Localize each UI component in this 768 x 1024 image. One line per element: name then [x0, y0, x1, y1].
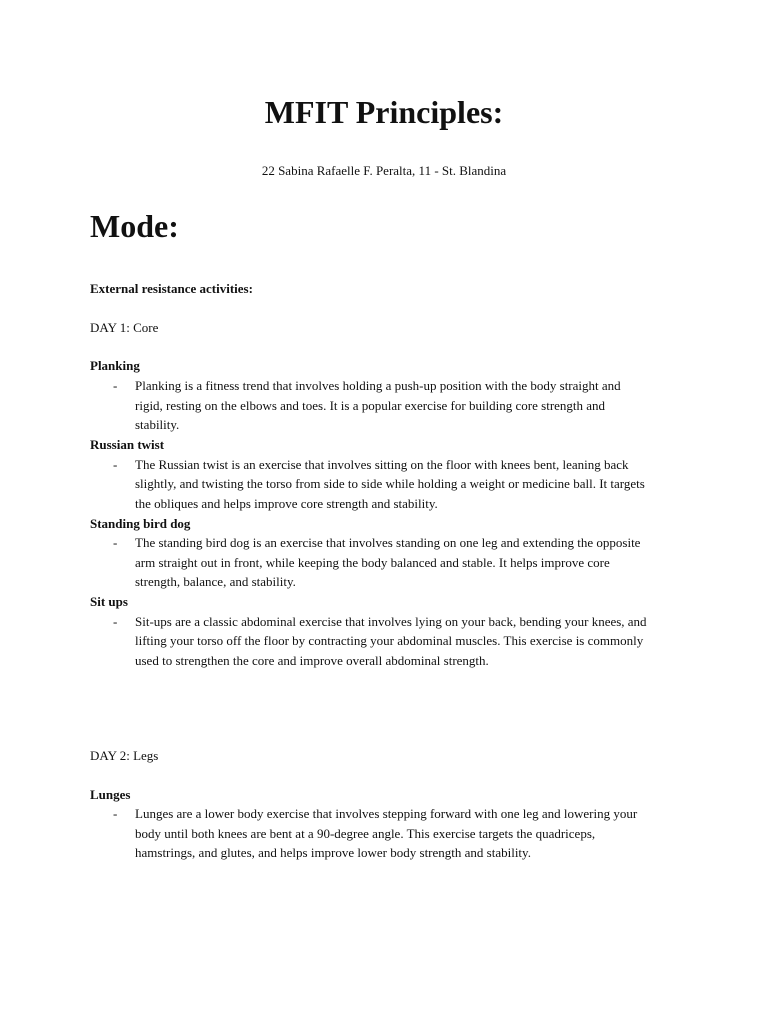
exercise-description-line: The Russian twist is an exercise that involves sitting on the floor with knees bent, leaning back — [135, 457, 629, 472]
exercise-description-line: hamstrings, and glutes, and helps improve lower body strength and stability. — [135, 845, 531, 860]
bullet-dash: - — [113, 806, 118, 821]
exercise-name-planking: Planking — [90, 358, 140, 373]
subheading: External resistance activities: — [90, 281, 253, 296]
exercise-description-line: body until both knees are bent at a 90-degree angle. This exercise targets the quadriceps, — [135, 826, 596, 841]
exercise-description-line: the obliques and helps improve core strength and stability. — [135, 496, 438, 511]
section-heading: Mode: — [90, 208, 179, 244]
bullet-dash: - — [113, 457, 118, 472]
exercise-description-line: lifting your torso off the floor by contracting your abdominal muscles. This exercise is commonly — [135, 633, 644, 648]
exercise-description-line: arm straight out in front, while keeping the body balanced and stable. It helps improve core — [135, 555, 610, 570]
bullet-dash: - — [113, 614, 118, 629]
exercise-description-line: rigid, resting on the elbows and toes. It is a popular exercise for building core strength and — [135, 398, 606, 413]
bullet-dash: - — [113, 535, 118, 550]
exercise-description-line: The standing bird dog is an exercise that involves standing on one leg and extending the opposite — [135, 535, 641, 550]
author-line: 22 Sabina Rafaelle F. Peralta, 11 - St. Blandina — [261, 163, 507, 178]
exercise-description-line: stability. — [135, 417, 180, 432]
day-1-label: DAY 1: Core — [90, 320, 159, 335]
exercise-description-line: used to strengthen the core and improve overall abdominal strength. — [135, 653, 489, 668]
exercise-description-line: slightly, and twisting the torso from side to side while holding a weight or medicine ball. It targets — [135, 476, 645, 491]
exercise-description-line: strength, balance, and stability. — [135, 574, 296, 589]
exercise-name-russian-twist: Russian twist — [90, 437, 165, 452]
exercise-description-line: Lunges are a lower body exercise that involves stepping forward with one leg and lowering your — [135, 806, 638, 821]
day-2-label: DAY 2: Legs — [90, 748, 159, 763]
bullet-dash: - — [113, 378, 118, 393]
exercise-name-sit-ups: Sit ups — [90, 594, 128, 609]
exercise-description-line: Sit-ups are a classic abdominal exercise that involves lying on your back, bending your knees, and — [135, 614, 647, 629]
document-title: MFIT Principles: — [264, 94, 504, 130]
exercise-name-lunges: Lunges — [90, 787, 131, 802]
exercise-name-standing-bird-dog: Standing bird dog — [90, 516, 191, 531]
exercise-description-line: Planking is a fitness trend that involves holding a push-up position with the body straight and — [135, 378, 621, 393]
